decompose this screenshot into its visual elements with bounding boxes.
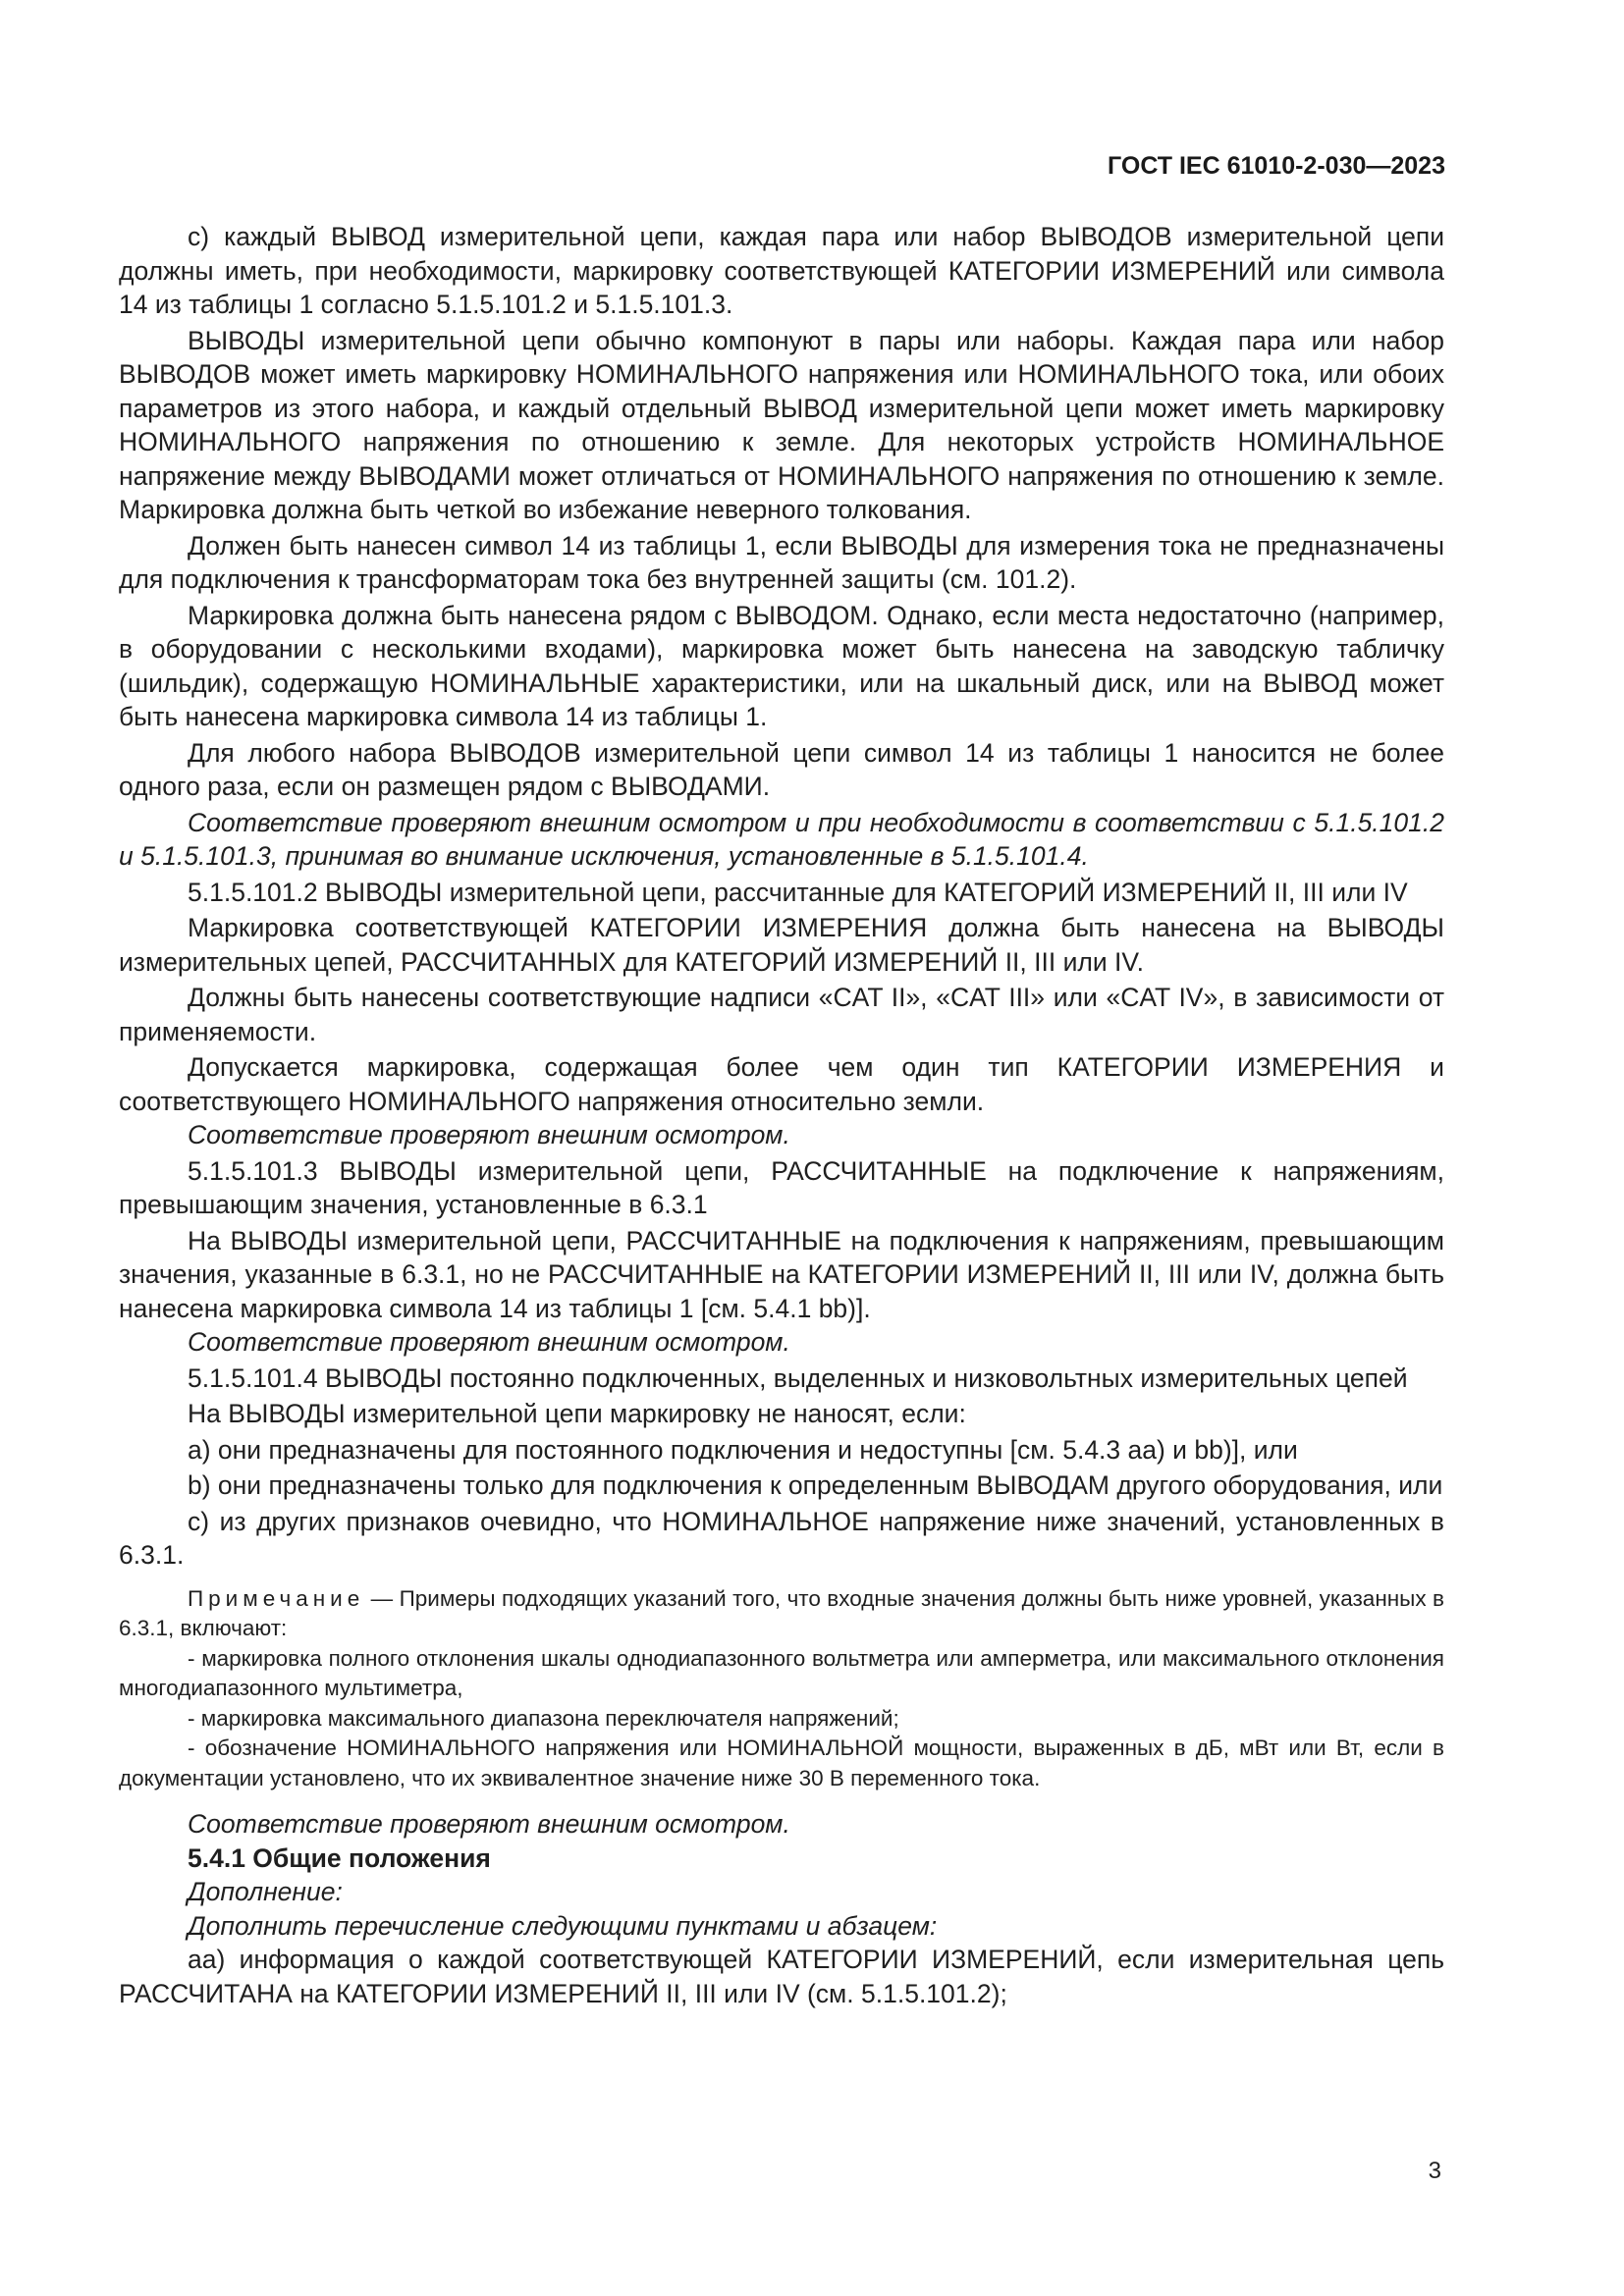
section-heading: 5.4.1 Общие положения	[188, 1842, 491, 1873]
paragraph: Должны быть нанесены соответствующие надписи «CAT II», «CAT III» или «CAT IV», в зависимости от применяемости.	[119, 983, 1444, 1046]
note-item: - маркировка максимального диапазона переключателя напряжений;	[188, 1705, 899, 1731]
paragraph: На ВЫВОДЫ измерительной цепи маркировку не наносят, если:	[188, 1399, 966, 1428]
list-item: b) они предназначены только для подключения к определенным ВЫВОДАМ другого оборудования, или	[188, 1470, 1443, 1500]
paragraph: Маркировка соответствующей КАТЕГОРИИ ИЗМЕРЕНИЯ должна быть нанесена на ВЫВОДЫ измерительных цепей, РАССЧИТАННЫХ для КАТЕГОРИЙ ИЗМЕРЕНИЙ II, III или IV.	[119, 913, 1444, 977]
paragraph: Допускается маркировка, содержащая более чем один тип КАТЕГОРИИ ИЗМЕРЕНИЯ и соответствующего НОМИНАЛЬНОГО напряжения относительно земли.	[119, 1052, 1444, 1116]
document-header: ГОСТ IEC 61010-2-030—2023	[1108, 152, 1445, 180]
paragraph: На ВЫВОДЫ измерительной цепи, РАССЧИТАННЫЕ на подключения к напряжениям, превышающим значения, указанные в 6.3.1, но не РАССЧИТАННЫЕ на КАТЕГОРИИ ИЗМЕРЕНИЙ II, III или IV, должна быть нанесена маркировка символа 14 из таблицы 1 [см. 5.4.1 bb)].	[119, 1225, 1444, 1323]
note	[119, 1584, 1444, 1644]
compliance-paragraph: Соответствие проверяют внешним осмотром.	[188, 1809, 790, 1839]
clause-heading: 5.1.5.101.2 ВЫВОДЫ измерительной цепи, рассчитанные для КАТЕГОРИЙ ИЗМЕРЕНИЙ II, III или IV	[188, 877, 1408, 907]
note-item: - маркировка полного отклонения шкалы однодиапазонного вольтметра или амперметра, или максимального отклонения многодиапазонного мультиметра,	[119, 1645, 1444, 1700]
note-item: - обозначение НОМИНАЛЬНОГО напряжения или НОМИНАЛЬНОЙ мощности, выраженных в дБ, мВт или Вт, если в документации установлено, что их эквивалентное значение ниже 30 В переменного тока.	[119, 1735, 1444, 1790]
compliance-paragraph: Соответствие проверяют внешним осмотром.	[188, 1327, 790, 1357]
clause-heading: 5.1.5.101.4 ВЫВОДЫ постоянно подключенных, выделенных и низковольтных измерительных цепей	[188, 1362, 1408, 1393]
document-body	[119, 220, 1444, 2010]
list-item: c) из других признаков очевидно, что НОМИНАЛЬНОЕ напряжение ниже значений, установленных в 6.3.1.	[119, 1506, 1444, 1570]
instruction-text: Дополнить перечисление следующими пунктами и абзацем:	[188, 1910, 938, 1941]
paragraph: ВЫВОДЫ измерительной цепи обычно компонуют в пары или наборы. Каждая пара или набор ВЫВОДОВ может иметь маркировку НОМИНАЛЬНОГО напряжения или НОМИНАЛЬНОГО тока, или обоих параметров из этого набора, и каждый отдельный ВЫВОД измерительной цепи может иметь маркировку НОМИНАЛЬНОГО напряжения по отношению к земле. Для некоторых устройств НОМИНАЛЬНОЕ напряжение между ВЫВОДАМИ может отличаться от НОМИНАЛЬНОГО напряжения по отношению к земле. Маркировка должна быть четкой во избежание неверного толкования.	[119, 325, 1444, 524]
addition-label: Дополнение:	[188, 1877, 343, 1906]
compliance-paragraph: Соответствие проверяют внешним осмотром и при необходимости в соответствии с 5.1.5.101.2 и 5.1.5.101.3, принимая во внимание исключения, установленные в 5.1.5.101.4.	[119, 807, 1444, 871]
clause-heading: 5.1.5.101.3 ВЫВОДЫ измерительной цепи, РАССЧИТАННЫЕ на подключение к напряжениям, превышающим значения, установленные в 6.3.1	[119, 1155, 1444, 1219]
list-item: a) они предназначены для постоянного подключения и недоступны [см. 5.4.3 aa) и bb)], или	[188, 1434, 1298, 1465]
paragraph: Для любого набора ВЫВОДОВ измерительной цепи символ 14 из таблицы 1 наносится не более одного раза, если он размещен рядом с ВЫВОДАМИ.	[119, 737, 1444, 801]
paragraph: c) каждый ВЫВОД измерительной цепи, каждая пара или набор ВЫВОДОВ измерительной цепи должны иметь, при необходимости, маркировку соответствующей КАТЕГОРИИ ИЗМЕРЕНИЙ или символа 14 из таблицы 1 согласно 5.1.5.101.2 и 5.1.5.101.3.	[119, 222, 1444, 319]
note-text: — Примеры подходящих указаний того, что входные значения должны быть ниже уровней, указанных в 6.3.1, включают:	[119, 1585, 1444, 1640]
compliance-paragraph: Соответствие проверяют внешним осмотром.	[188, 1120, 790, 1149]
note-label: Примечание	[188, 1585, 365, 1611]
paragraph: Маркировка должна быть нанесена рядом с ВЫВОДОМ. Однако, если места недостаточно (например, в оборудовании с несколькими входами), маркировка может быть нанесена на заводскую табличку (шильдик), содержащую НОМИНАЛЬНЫЕ характеристики, или на шкальный диск, или на ВЫВОД может быть нанесена маркировка символа 14 из таблицы 1.	[119, 600, 1444, 731]
list-item: aa) информация о каждой соответствующей КАТЕГОРИИ ИЗМЕРЕНИЙ, если измерительная цепь РАССЧИТАНА на КАТЕГОРИИ ИЗМЕРЕНИЙ II, III или IV (см. 5.1.5.101.2);	[119, 1945, 1444, 2008]
paragraph: Должен быть нанесен символ 14 из таблицы 1, если ВЫВОДЫ для измерения тока не предназначены для подключения к трансформаторам тока без внутренней защиты (см. 101.2).	[119, 530, 1444, 594]
page-number: 3	[1428, 2158, 1441, 2184]
